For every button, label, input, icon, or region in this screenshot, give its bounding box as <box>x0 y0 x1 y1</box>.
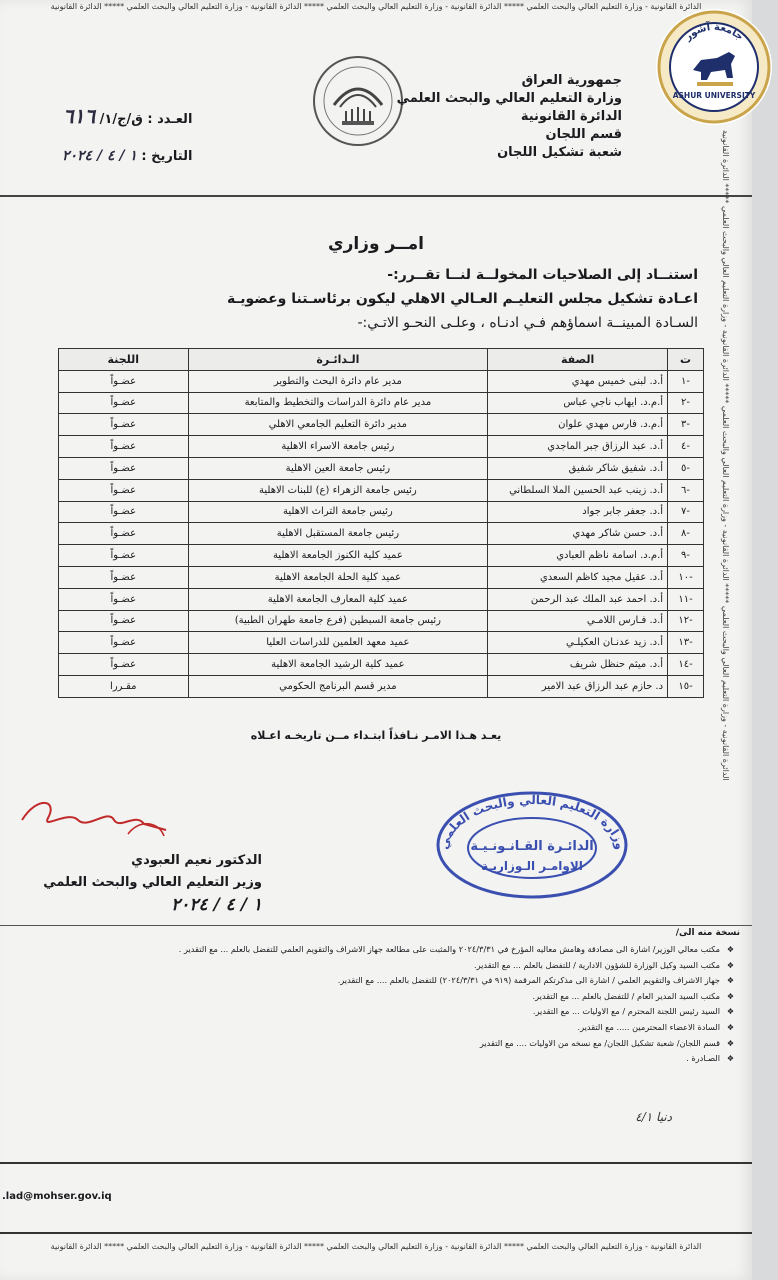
row-number: -٦ <box>668 479 704 501</box>
committee-role: عضـواً <box>59 457 189 479</box>
member-department: مدير عام دائرة الدراسات والتخطيط والمتابعة <box>188 392 488 414</box>
footer-bottom-line <box>0 1232 752 1234</box>
bottom-border-text: الدائرة القانونية - وزارة التعليم العالي والبحث العلمي ***** الدائرة القانونية - وزارة التعليم العالي والبحث العلمي ***** الدائرة القانونية - وزارة التعليم العالي والبحث العلمي ***** الدائرة القانونية <box>50 1242 702 1251</box>
committee-role: عضـواً <box>59 370 189 392</box>
row-number: -١ <box>668 370 704 392</box>
header-number: ت <box>668 349 704 371</box>
copy-recipient-item: ❖ السيد رئيس اللجنة المحترم / مع الاوليات ... مع التقدير. <box>34 1004 734 1020</box>
header-divider <box>0 195 752 197</box>
ashur-university-logo <box>655 8 773 126</box>
stamp-inner-line-2: الاوامـر الـوزاريـة <box>481 859 583 873</box>
intro-line-1: استنــاد إلى الصلاحيات المخولــة لنــا تقــرر:- <box>387 267 698 283</box>
member-title-name: أ.م.د. ايهاب ناجي عباس <box>488 392 668 414</box>
intro-line-3: السـادة المبينــة اسماؤهم فـي ادنـاه ، وعلـى النحـو الاتـي:- <box>357 315 698 331</box>
member-department: مدير عام دائرة البحث والتطوير <box>188 370 488 392</box>
table-row <box>59 588 704 610</box>
copy-recipient-item: ❖ مكتب معالي الوزير/ اشارة الى مصادقة وهامش معاليه المؤرخ في ٢٠٢٤/٣/٣١ والمثبت على مطالعة جهاز الاشراف والتقويم العلمي للتفضل بالعلم ... مع التقدير . <box>34 942 734 958</box>
reference-block <box>62 98 192 175</box>
row-number: -٩ <box>668 545 704 567</box>
member-department: رئيس جامعة الزهراء (ع) للبنات الاهلية <box>188 479 488 501</box>
reference-number <box>62 98 192 138</box>
reference-date-value: ١ / ٤ / ٢٠٢٤ <box>62 148 137 164</box>
committee-role: عضـواً <box>59 479 189 501</box>
member-title-name: أ.د. فـارس اللامـي <box>488 610 668 632</box>
member-title-name: أ.م.د. فارس مهدي علوان <box>488 414 668 436</box>
table-row <box>59 632 704 654</box>
country-name: جمهورية العراق <box>521 73 622 88</box>
member-title-name: أ.د. لبنى خميس مهدي <box>488 370 668 392</box>
member-title-name: أ.د. عبد الرزاق جبر الماجدي <box>488 436 668 458</box>
reference-date <box>62 138 192 175</box>
member-title-name: أ.د. شفيق شاكر شفيق <box>488 457 668 479</box>
member-title-name: أ.د. حسن شاكر مهدي <box>488 523 668 545</box>
committee-role: عضـواً <box>59 523 189 545</box>
copy-recipient-item: ❖ مكتب السيد المدير العام / للتفضل بالعلم ... مع التقدير. <box>34 989 734 1005</box>
reference-number-value: ٦١٦ <box>62 104 96 128</box>
member-department: رئيس جامعة السبطين (فرع جامعة طهران الطبية) <box>188 610 488 632</box>
ministry-seal-logo <box>312 55 404 147</box>
table-row <box>59 479 704 501</box>
table-row <box>59 675 704 697</box>
row-number: -١٠ <box>668 566 704 588</box>
logo-arabic-name: جامعة آشور <box>682 21 746 43</box>
member-department: رئيس جامعة المستقبل الاهلية <box>188 523 488 545</box>
table-row <box>59 566 704 588</box>
effective-note: يعـد هـذا الامـر نـافذاً ابتـداء مــن تاريخـه اعـلاه <box>250 729 502 742</box>
header-department: الـدائـرة <box>188 349 488 371</box>
stamp-inner-line-1: الدائـرة القـانـونـيـة <box>470 839 594 854</box>
closing-initials: دنيا ٤/١ <box>635 1110 672 1124</box>
committee-role: عضـواً <box>59 392 189 414</box>
signatory-block <box>43 850 262 916</box>
header-title: الصفة <box>488 349 668 371</box>
row-number: -١٤ <box>668 654 704 676</box>
member-title-name: أ.د. جعفر جابر جواد <box>488 501 668 523</box>
footer-divider <box>0 1162 752 1164</box>
member-title-name: د. حازم عبد الرزاق عبد الامير <box>488 675 668 697</box>
stamp-outer-text: وزارة التعليم العالي والبحث العلمي <box>436 792 628 851</box>
member-title-name: أ.د. زيد عدنـان العكيلـي <box>488 632 668 654</box>
handwritten-signature <box>18 790 168 850</box>
signatory-name: الدكتور نعيم العبودي <box>131 853 262 868</box>
table-row <box>59 501 704 523</box>
row-number: -٥ <box>668 457 704 479</box>
table-row <box>59 392 704 414</box>
row-number: -٨ <box>668 523 704 545</box>
committee-role: عضـواً <box>59 588 189 610</box>
signatory-date: ١ / ٤ / ٢٠٢٤ <box>171 895 262 915</box>
row-number: -٣ <box>668 414 704 436</box>
ministry-name: وزارة التعليم العالي والبحث العلمي <box>396 91 622 106</box>
table-row <box>59 545 704 567</box>
official-stamp <box>434 790 630 900</box>
top-border-text: الدائرة القانونية - وزارة التعليم العالي والبحث العلمي ***** الدائرة القانونية - وزارة التعليم العالي والبحث العلمي ***** الدائرة القانونية - وزارة التعليم العالي والبحث العلمي ***** الدائرة القانونية <box>50 2 702 11</box>
row-number: -٢ <box>668 392 704 414</box>
table-row <box>59 654 704 676</box>
copy-recipient-item: ❖ السادة الاعضاء المحترمين ..... مع التقدير. <box>34 1020 734 1036</box>
member-department: عميد كلية الحلة الجامعة الاهلية <box>188 566 488 588</box>
committee-role: مقـررا <box>59 675 189 697</box>
side-border-text: الدائرة القانونية - وزارة التعليم العالي والبحث العلمي ***** الدائرة القانونية - وزارة التعليم العالي والبحث العلمي ***** الدائرة القانونية - وزارة التعليم العالي والبحث العلمي ***** الدائرة القانونية <box>721 130 730 781</box>
committee-role: عضـواً <box>59 501 189 523</box>
members-table <box>58 348 704 698</box>
signatory-title: وزير التعليم العالي والبحث العلمي <box>43 875 262 890</box>
row-number: -١٥ <box>668 675 704 697</box>
department-name: الدائرة القانونية <box>520 109 622 124</box>
member-title-name: أ.د. زينب عبد الحسين الملا السلطاني <box>488 479 668 501</box>
table-row <box>59 457 704 479</box>
row-number: -١٣ <box>668 632 704 654</box>
committee-role: عضـواً <box>59 654 189 676</box>
committee-role: عضـواً <box>59 545 189 567</box>
logo-english-name: ASHUR UNIVERSITY <box>672 91 756 100</box>
division-name: شعبة تشكيل اللجان <box>497 145 622 160</box>
member-department: عميد كلية الرشيد الجامعة الاهلية <box>188 654 488 676</box>
intro-line-2: اعـادة تشكيل مجلس التعليـم العـالي الاهلي ليكون برئاسـتنا وعضويـة <box>227 291 698 307</box>
section-name: قسم اللجان <box>545 127 622 142</box>
member-title-name: أ.د. احمد عبد الملك عبد الرحمن <box>488 588 668 610</box>
member-title-name: أ.د. عقيل مجيد كاظم السعدي <box>488 566 668 588</box>
committee-role: عضـواً <box>59 436 189 458</box>
copies-list <box>34 942 734 1067</box>
row-number: -١٢ <box>668 610 704 632</box>
copy-recipient-item: ❖ قسم اللجان/ شعبة تشكيل اللجان/ مع نسخه من الاوليات .... مع التقدير <box>34 1036 734 1052</box>
row-number: -٤ <box>668 436 704 458</box>
table-header-row <box>59 349 704 371</box>
table-row <box>59 523 704 545</box>
member-department: عميد كلية الكنوز الجامعة الاهلية <box>188 545 488 567</box>
member-department: عميد كلية المعارف الجامعة الاهلية <box>188 588 488 610</box>
committee-role: عضـواً <box>59 566 189 588</box>
member-title-name: أ.م.د. اسامة ناظم العبادي <box>488 545 668 567</box>
committee-role: عضـواً <box>59 610 189 632</box>
table-row <box>59 414 704 436</box>
footer-email: .lad@mohser.gov.iq <box>2 1191 112 1202</box>
copy-recipient-item: ❖ الصـادرة . <box>34 1051 734 1067</box>
committee-role: عضـواً <box>59 632 189 654</box>
member-department: مدير دائرة التعليم الجامعي الاهلي <box>188 414 488 436</box>
row-number: -٧ <box>668 501 704 523</box>
table-row <box>59 436 704 458</box>
member-department: عميد معهد العلمين للدراسات العليا <box>188 632 488 654</box>
committee-role: عضـواً <box>59 414 189 436</box>
copies-divider <box>0 925 752 926</box>
member-department: مدير قسم البرنامج الحكومي <box>188 675 488 697</box>
copy-recipient-item: ❖ جهاز الاشراف والتقويم العلمي / اشارة الى مذكرتكم المرقمة (٩١٩ في ٢٠٢٤/٣/٣١) للتفضل بالعلم .... مع التقدير. <box>34 973 734 989</box>
reference-number-label: العـدد : ق/ج/١/ <box>99 112 193 127</box>
member-department: رئيس جامعة الاسراء الاهلية <box>188 436 488 458</box>
reference-date-label: التاريخ : <box>141 149 193 164</box>
copies-title: نسخة منه الى/ <box>675 928 740 938</box>
member-title-name: أ.د. ميثم حنظل شريف <box>488 654 668 676</box>
member-department: رئيس جامعة التراث الاهلية <box>188 501 488 523</box>
header-committee-role: اللجنة <box>59 349 189 371</box>
copy-recipient-item: ❖ مكتب السيد وكيل الوزارة للشؤون الادارية / للتفضل بالعلم ... مع التقدير. <box>34 958 734 974</box>
members-table-body <box>59 370 704 697</box>
issuer-header <box>397 72 622 162</box>
table-row <box>59 370 704 392</box>
table-row <box>59 610 704 632</box>
member-department: رئيس جامعة العين الاهلية <box>188 457 488 479</box>
document-title: امــر وزاري <box>327 234 424 254</box>
row-number: -١١ <box>668 588 704 610</box>
